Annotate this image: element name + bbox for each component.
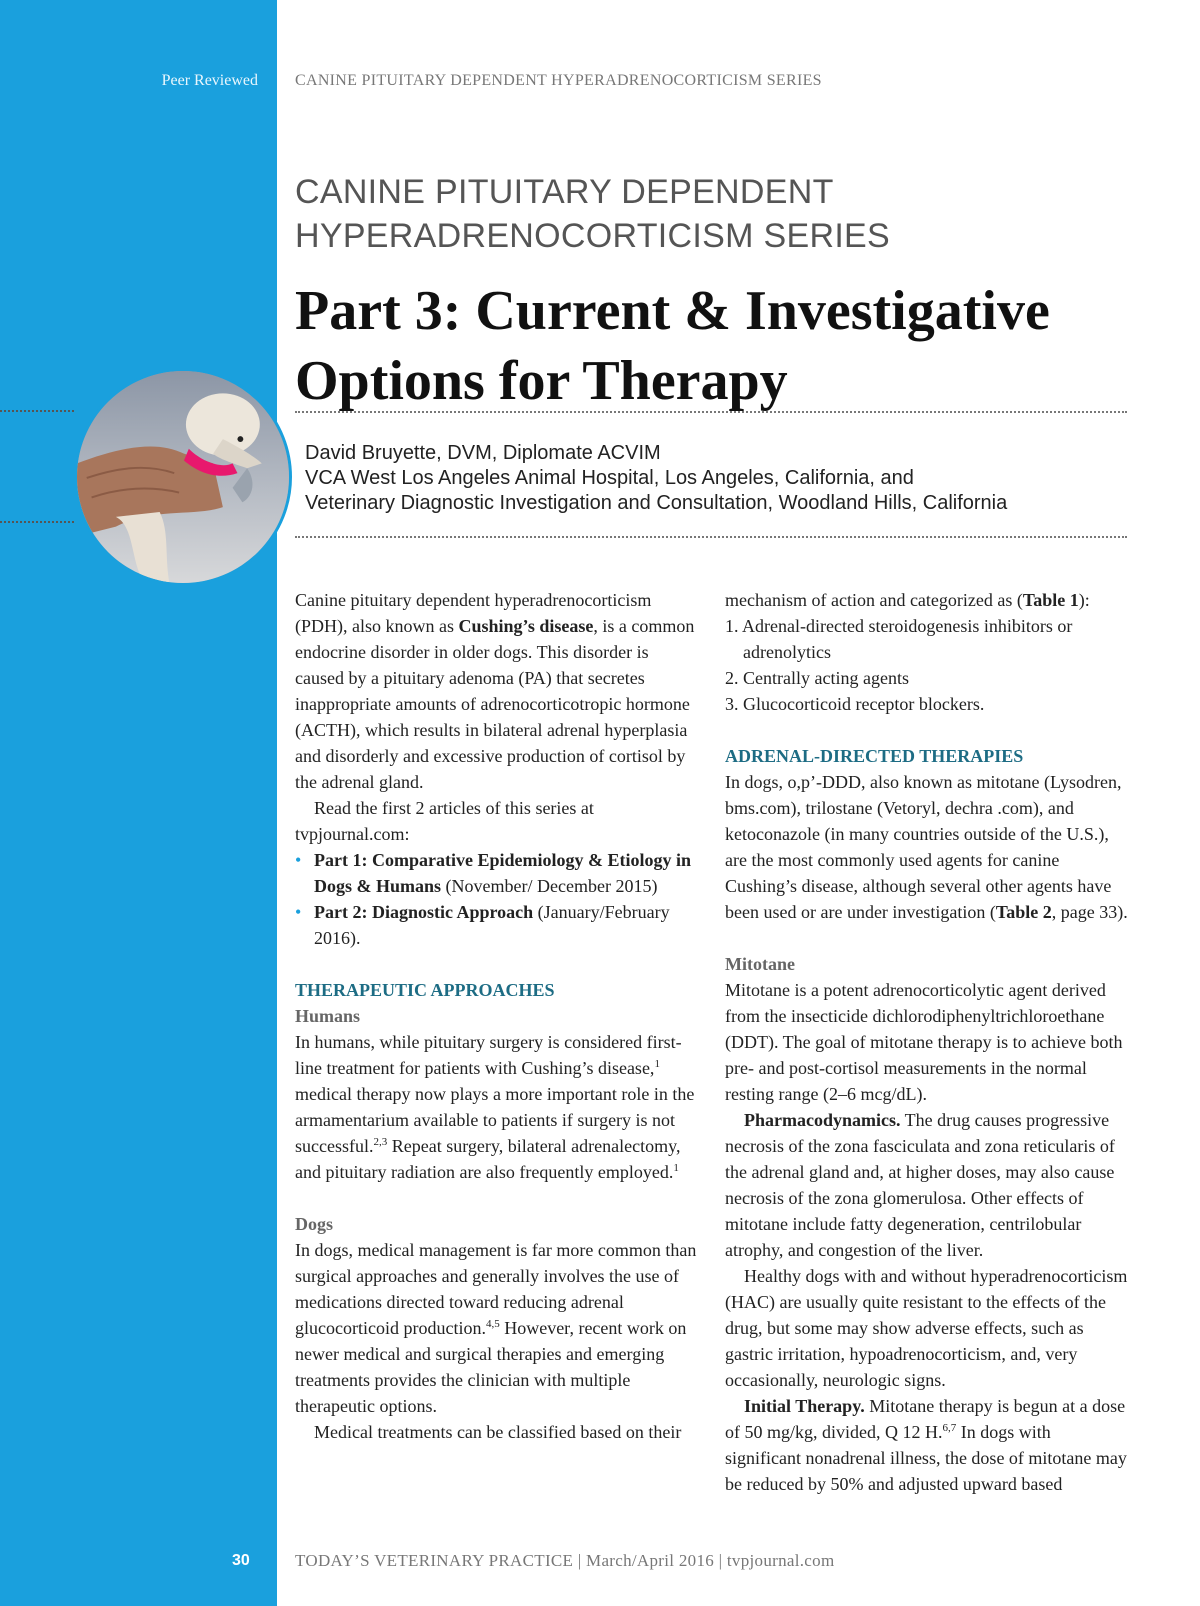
intro-paragraph: Canine pituitary dependent hyperadrenocorticism (PDH), also known as Cushing’s disease, is a common endocrine disorder in older dogs. This disorder is caused by a pituitary adenoma (PA) that secretes inappropriate amounts of adrenocorticotropic hormone (ACTH), which results in bilateral adrenal hyperplasia and disorderly and excessive production of cortisol by the adrenal gland.	[295, 590, 695, 792]
peer-reviewed-label: Peer Reviewed	[161, 72, 258, 89]
left-column	[295, 587, 700, 1445]
series-title-line: CANINE PITUITARY DEPENDENT	[295, 173, 834, 211]
mitotane-paragraph: Mitotane is a potent adrenocorticolytic agent derived from the insecticide dichlorodiphenyltrichloroethane (DDT). The goal of mitotane therapy is to achieve both pre- and post-cortisol measurements in the normal resting range (2–6 mcg/dL).	[725, 980, 1123, 1104]
right-column	[725, 587, 1130, 1497]
running-head: CANINE PITUITARY DEPENDENT HYPERADRENOCORTICISM SERIES	[295, 72, 822, 89]
dotted-divider	[295, 411, 1127, 413]
list-item: • Part 2: Diagnostic Approach (January/February 2016).	[295, 899, 700, 951]
author-affiliation: Veterinary Diagnostic Investigation and Consultation, Woodland Hills, California	[305, 492, 1008, 514]
sidebar-band	[0, 0, 277, 1606]
list-item: • Part 1: Comparative Epidemiology & Etiology in Dogs & Humans (November/ December 2015)	[295, 847, 700, 899]
article-title	[295, 276, 1175, 416]
series-title-line: HYPERADRENOCORTICISM SERIES	[295, 217, 891, 255]
sidebar-dotted-rule	[0, 410, 74, 412]
list-item: 2. Centrally acting agents	[725, 668, 909, 688]
series-links-list	[295, 847, 700, 951]
article-title-line: Options for Therapy	[295, 350, 788, 412]
page-number: 30	[232, 1552, 250, 1569]
page-footer: TODAY’S VETERINARY PRACTICE | March/April 2016 | tvpjournal.com	[295, 1551, 835, 1570]
dog-photo	[74, 368, 292, 586]
read-first-paragraph: Read the first 2 articles of this series at tvpjournal.com:	[295, 798, 594, 844]
list-item: 3. Glucocorticoid receptor blockers.	[725, 694, 985, 714]
dogs-paragraph: In dogs, medical management is far more common than surgical approaches and generally involves the use of medications directed toward reducing adrenal glucocorticoid production.$^{4,5}$ However, recent work on newer medical and surgical therapies and emerging treatments provides the clinician with multiple therapeutic options.	[295, 1240, 697, 1416]
dog-illustration	[77, 371, 289, 583]
adrenal-paragraph: In dogs, o,p’-DDD, also known as mitotane (Lysodren, bms.com), trilostane (Vetoryl, dechra .com), and ketoconazole (in many countries outside of the U.S.), are the most commonly used agents for canine Cushing’s disease, although several other agents have been used or are under investigation (Table 2, page 33).	[725, 772, 1128, 922]
author-block	[305, 441, 1145, 516]
medical-paragraph: Medical treatments can be classified based on their	[314, 1422, 682, 1442]
subsection-heading: Mitotane	[725, 954, 795, 974]
dotted-divider	[295, 536, 1127, 538]
author-affiliation: VCA West Los Angeles Animal Hospital, Los Angeles, California, and	[305, 467, 914, 489]
agent-category-list	[725, 613, 1130, 717]
article-title-line: Part 3: Current & Investigative	[295, 280, 1050, 342]
humans-paragraph: In humans, while pituitary surgery is considered first-line treatment for patients with Cushing’s disease,$^1$ medical therapy now plays a more important role in the armamentarium available to patients if surgery is not successful.$^{2,3}$ Repeat surgery, bilateral adrenalectomy, and pituitary radiation are also frequently employed.$^1$	[295, 1032, 695, 1182]
series-title	[295, 170, 1175, 258]
section-heading: ADRENAL-DIRECTED THERAPIES	[725, 746, 1024, 766]
author-name: David Bruyette, DVM, Diplomate ACVIM	[305, 442, 661, 464]
initial-therapy-paragraph: Initial Therapy. Mitotane therapy is begun at a dose of 50 mg/kg, divided, Q 12 H.$^{6,7}$ In dogs with significant nonadrenal illness, the dose of mitotane may be reduced by 50% and adjusted upward based	[725, 1396, 1127, 1494]
pharmacodynamics-paragraph: Pharmacodynamics. The drug causes progressive necrosis of the zona fasciculata and zona reticularis of the adrenal gland and, at higher doses, may also cause necrosis of the zona glomerulosa. Other effects of mitotane include fatty degeneration, centrilobular atrophy, and congestion of the liver.	[725, 1110, 1115, 1260]
subsection-heading: Dogs	[295, 1214, 334, 1234]
mechanism-paragraph: mechanism of action and categorized as (Table 1):	[725, 590, 1090, 610]
subsection-heading: Humans	[295, 1006, 361, 1026]
healthy-dogs-paragraph: Healthy dogs with and without hyperadrenocorticism (HAC) are usually quite resistant to the effects of the drug, but some may show adverse effects, such as gastric irritation, hypoadrenocorticism, and, very occasionally, neurologic signs.	[725, 1266, 1128, 1390]
list-item: 1. Adrenal-directed steroidogenesis inhibitors or adrenolytics	[725, 616, 1073, 662]
sidebar-dotted-rule	[0, 521, 74, 523]
section-heading: THERAPEUTIC APPROACHES	[295, 980, 555, 1000]
